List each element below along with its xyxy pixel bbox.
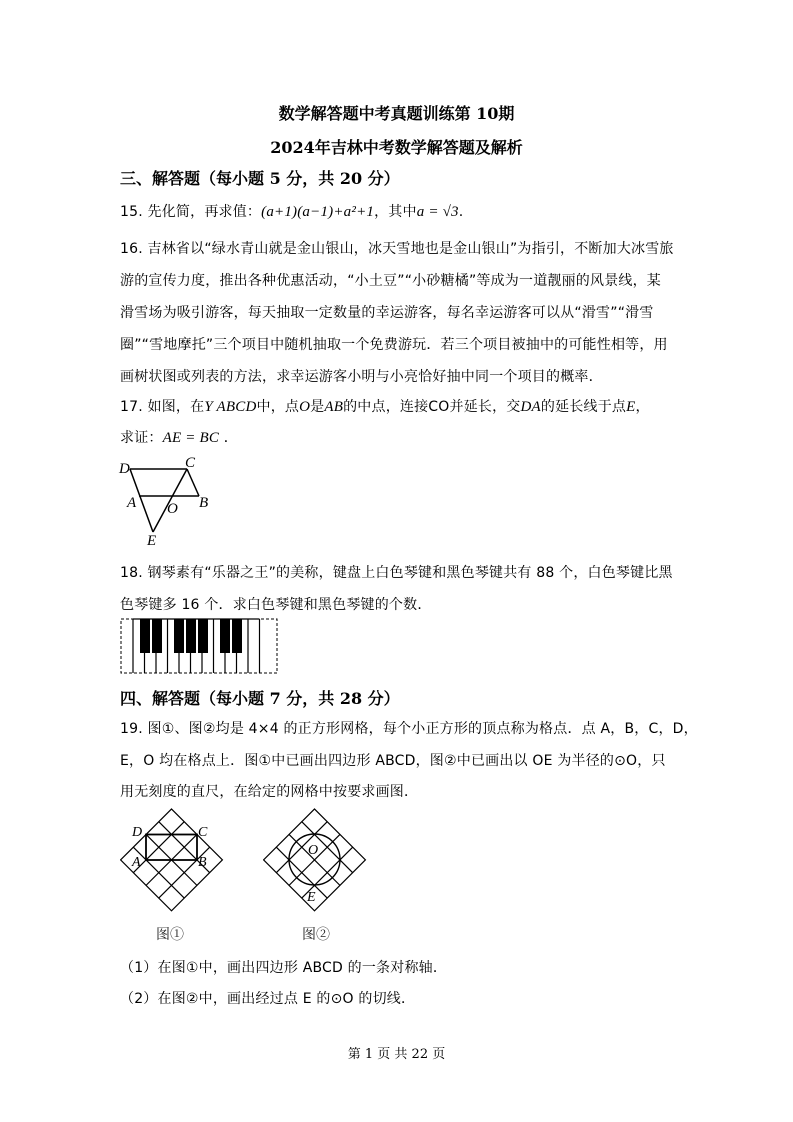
- question-19-sub-2: （2）在图②中，画出经过点 E 的⊙O 的切线．: [120, 991, 416, 1007]
- label-d: D: [119, 461, 130, 477]
- question-15: [120, 201, 463, 221]
- q17-text: 的中点，连接CO并延长，交: [343, 399, 521, 415]
- fig1-label-a: A: [132, 855, 141, 870]
- question-18-line-1: 18. 钢琴素有“乐器之王”的美称，键盘上白色琴键和黑色琴键共有 88 个，白色琴键比黑: [120, 565, 673, 581]
- label-b: B: [199, 495, 209, 511]
- q15-expression: (a+1)(a−1)+a²+1: [261, 204, 375, 220]
- q17-point-o: O: [299, 399, 311, 415]
- q17-text: 的延长线于点: [540, 399, 627, 415]
- question-17-line-1: [120, 396, 650, 416]
- label-o: O: [167, 501, 178, 517]
- q17-proof-statement: AE = BC: [162, 430, 220, 446]
- piano-keyboard-figure: [120, 618, 280, 676]
- grid-figure-2: [263, 808, 368, 913]
- fig1-label-c: C: [198, 825, 208, 840]
- document-title: 数学解答题中考真题训练第 10期: [278, 104, 515, 123]
- label-e: E: [147, 533, 157, 545]
- grid-figure-1: [120, 808, 225, 913]
- page-number: 第 1 页 共 22 页: [347, 1047, 446, 1062]
- q15-condition: a = √3: [416, 204, 459, 220]
- question-16-line-5: 画树状图或列表的方法，求幸运游客小明与小亮恰好抽中同一个项目的概率．: [120, 369, 603, 385]
- figure-1-caption: 图①: [156, 927, 184, 943]
- q17-segment-da: DA: [520, 399, 541, 415]
- q17-parallelogram-figure: [115, 455, 215, 545]
- q17-text: 17. 如图，在: [120, 399, 205, 415]
- fig1-label-d: D: [132, 825, 143, 840]
- question-16-line-4: 圈”“雪地摩托”三个项目中随机抽取一个免费游玩．若三个项目被抽中的可能性相等，用: [120, 337, 668, 353]
- q15-end: .: [458, 204, 464, 220]
- q17-parallelogram: Y ABCD: [204, 399, 257, 415]
- fig1-label-b: B: [198, 855, 207, 870]
- fig2-label-e: E: [307, 890, 316, 905]
- q17-text: ．: [219, 430, 238, 446]
- question-16-line-1: 16. 吉林省以“绿水青山就是金山银山，冰天雪地也是金山银山”为指引，不断加大冰雪旅: [120, 241, 674, 257]
- q17-segment-ab: AB: [324, 399, 344, 415]
- question-19-line-1: 19. 图①、图②均是 4×4 的正方形网格，每个小正方形的顶点称为格点．点 A，B，C，D，: [120, 721, 698, 737]
- q15-middle: ，其中: [374, 204, 417, 220]
- q17-text: 求证：: [120, 430, 163, 446]
- question-19-line-2: E，O 均在格点上．图①中已画出四边形 ABCD，图②中已画出以 OE 为半径的⊙O，只: [120, 753, 666, 769]
- figure-2-caption: 图②: [302, 927, 330, 943]
- question-17-line-2: [120, 427, 238, 447]
- question-16-line-2: 游的宣传力度，推出各种优惠活动，“小土豆”“小砂糖橘”等成为一道靓丽的风景线，某: [120, 273, 662, 289]
- question-19-line-3: 用无刻度的直尺，在给定的网格中按要求画图．: [120, 784, 419, 800]
- section-heading-3: 三、解答题（每小题 5 分，共 20 分）: [120, 169, 400, 188]
- question-19-sub-1: （1）在图①中，画出四边形 ABCD 的一条对称轴．: [120, 960, 448, 976]
- section-heading-4: 四、解答题（每小题 7 分，共 28 分）: [120, 689, 400, 708]
- q15-prefix: 15. 先化简，再求值：: [120, 204, 262, 220]
- q17-text: 中，点: [256, 399, 300, 415]
- fig2-label-o: O: [308, 843, 319, 858]
- label-c: C: [185, 455, 196, 471]
- question-16-line-3: 滑雪场为吸引游客，每天抽取一定数量的幸运游客，每名幸运游客可以从“滑雪”“滑雪: [120, 305, 654, 321]
- question-18-line-2: 色琴键多 16 个．求白色琴键和黑色琴键的个数．: [120, 597, 432, 613]
- q17-point-e: E: [626, 399, 636, 415]
- document-subtitle: 2024年吉林中考数学解答题及解析: [270, 138, 523, 157]
- q17-text: ，: [635, 399, 650, 415]
- label-a: A: [127, 495, 137, 511]
- q17-text: 是: [310, 399, 325, 415]
